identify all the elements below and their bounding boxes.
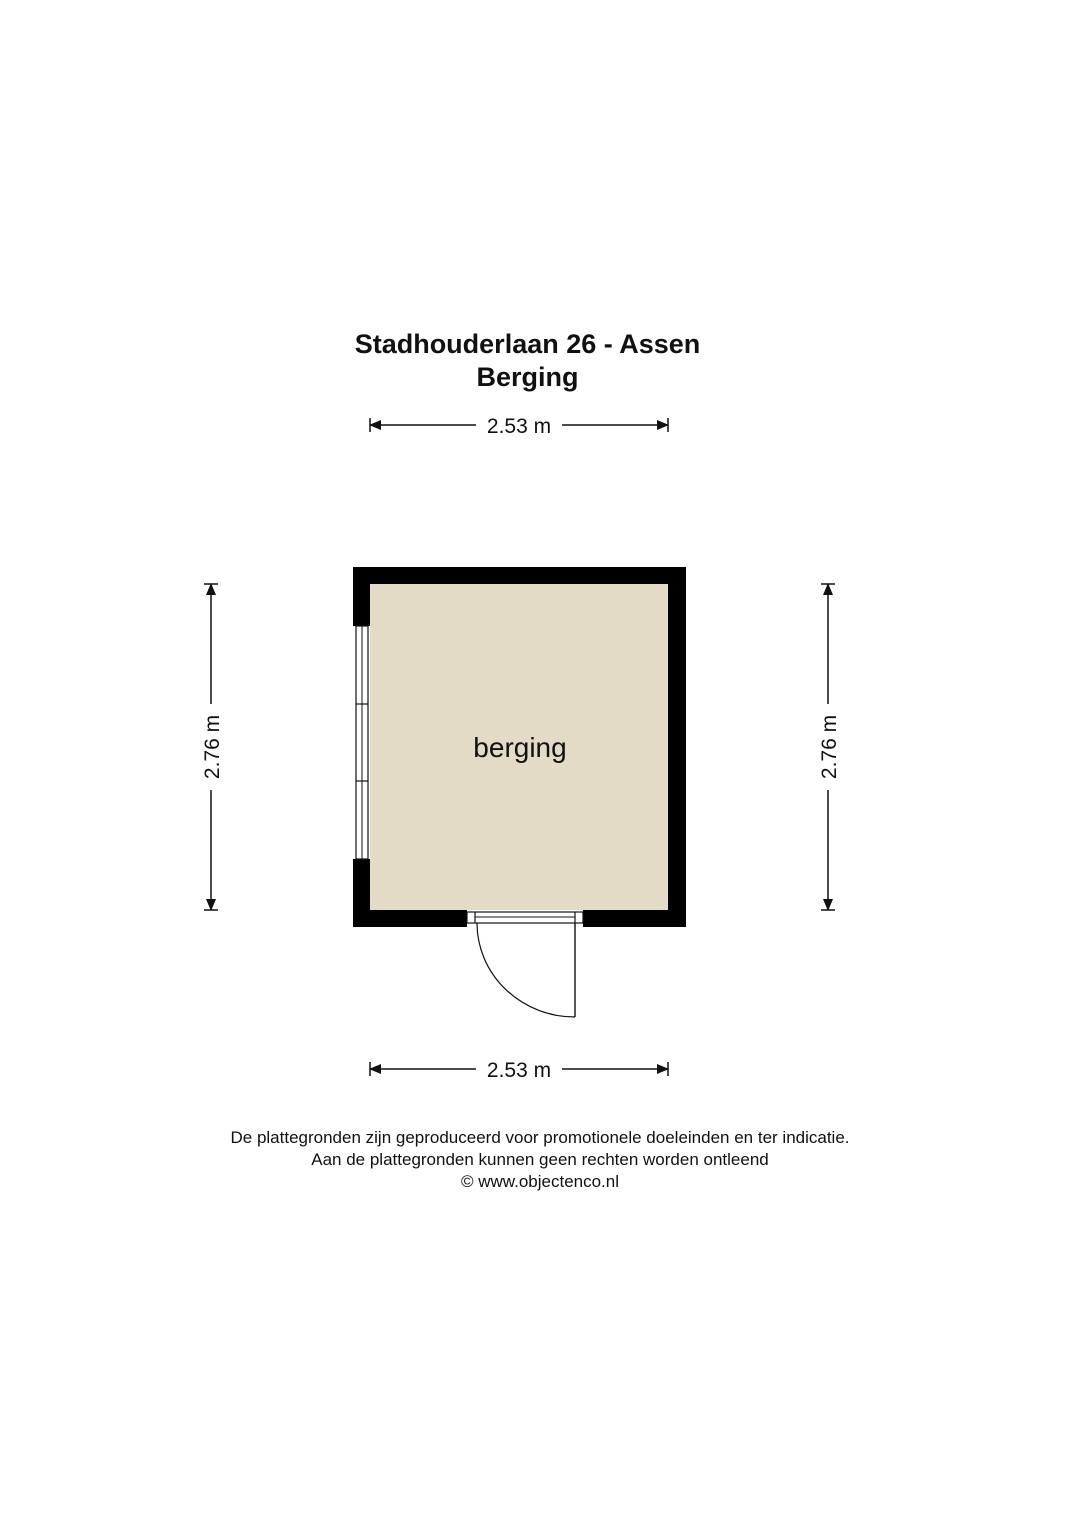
wall-top xyxy=(353,567,686,584)
room-label: berging xyxy=(473,732,567,763)
disclaimer-line-2: Aan de plattegronden kunnen geen rechten worden ontleend xyxy=(311,1150,769,1169)
top-dimension xyxy=(370,415,668,438)
left-height-label: 2.76 m xyxy=(201,714,224,780)
disclaimer xyxy=(0,1127,1080,1193)
top-width-label: 2.53 m xyxy=(486,415,552,438)
wall-bottom-left xyxy=(353,910,467,927)
right-dimension xyxy=(818,584,841,910)
right-height-label: 2.76 m xyxy=(818,714,841,780)
wall-bottom-right xyxy=(583,910,686,927)
left-window xyxy=(356,626,368,859)
door-swing-arc xyxy=(477,923,575,1017)
door xyxy=(467,912,583,1017)
left-dimension xyxy=(201,584,224,910)
copyright-line: © www.objectenco.nl xyxy=(460,1172,620,1191)
bottom-dimension xyxy=(370,1059,668,1082)
wall-right xyxy=(668,567,686,927)
wall-left-upper xyxy=(353,567,370,626)
address-title: Stadhouderlaan 26 - Assen xyxy=(354,329,701,359)
bottom-width-label: 2.53 m xyxy=(486,1059,552,1082)
floor-title: Berging xyxy=(476,362,579,392)
disclaimer-line-1: De plattegronden zijn geproduceerd voor promotionele doeleinden en ter indicatie. xyxy=(230,1128,850,1147)
